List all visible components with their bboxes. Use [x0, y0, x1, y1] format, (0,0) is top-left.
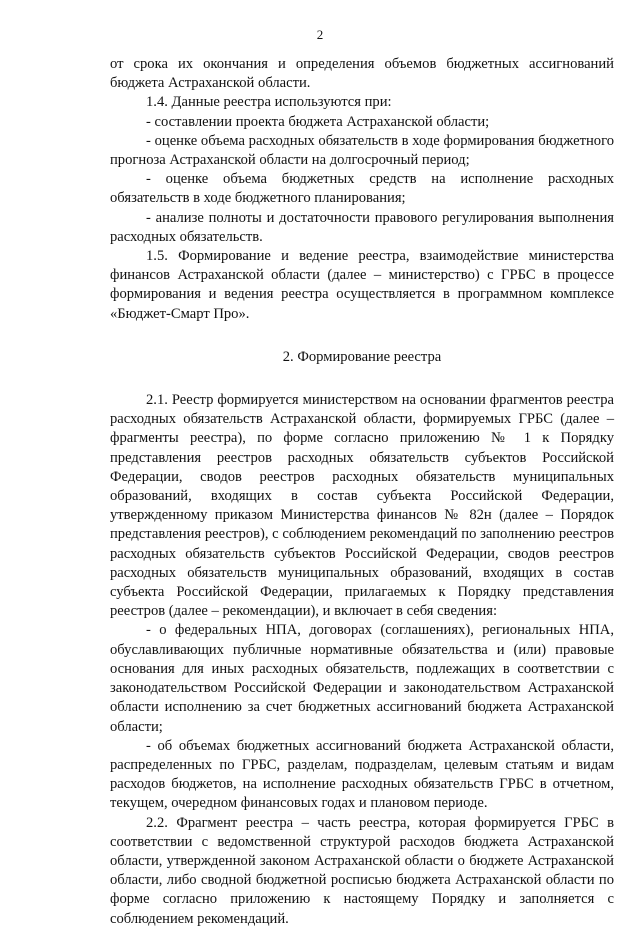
paragraph-2-1: 2.1. Реестр формируется министерством на основании фрагментов реестра расходных обязательств Астраханской области, формируемых ГРБС (далее – фрагменты реестра), по форме согласно приложению № 1 к Порядку представления реестров расходных обязательств субъектов Российской Федерации, сводов реестров расходных обязательств муниципальных образований, входящих в состав субъекта Российской Федерации, утвержденному приказом Министерства финансов № 82н (далее – Порядок представления реестров), с соблюдением рекомендаций по заполнению реестров расходных обязательств субъектов Российской Федерации, сводов реестров расходных обязательств муниципальных образований, входящих в состав субъекта Российской Федерации, прилагаемых к Порядку представления реестров (далее – рекомендации), и включает в себя сведения: — [110, 392, 614, 620]
list-item-budget-allocations: - об объемах бюджетных ассигнований бюджета Астраханской области, распределенных по ГРБС, разделам, подразделам, целевым статьям и видам расходов бюджетов, на исполнение расходных обязательств ГРБС в отчетном, текущем, очередном финансовых годах и плановом периоде. — [110, 737, 614, 812]
page-number: 2 — [316, 27, 324, 42]
paragraph-2-2: 2.2. Фрагмент реестра – часть реестра, которая формируется ГРБС в соответствии с ведомственной структурой расходов бюджета Астраханской области, утвержденной законом Астраханской области о бюджете Астраханской области, либо сводной бюджетной росписью бюджета Астраханской области по форме согласно приложению к настоящему Порядку и заполняется с соблюдением рекомендаций. — [110, 814, 614, 927]
list-item-federal-npa: - о федеральных НПА, договорах (соглашениях), региональных НПА, обуславливающих публичные нормативные обязательства и (или) правовые основания для иных расходных обязательств, подлежащих в соответствии с законодательством Российской Федерации и законодательством Астраханской области исполнению за счет бюджетных ассигнований бюджета Астраханской области; — [110, 622, 614, 735]
paragraph-1-4: 1.4. Данные реестра используются при: — [146, 94, 392, 111]
list-item-budget-planning: - оценке объема бюджетных средств на исполнение расходных обязательств в ходе бюджетного планирования; — [110, 171, 614, 207]
paragraph-1-5: 1.5. Формирование и ведение реестра, взаимодействие министерства финансов Астраханской области (далее – министерство) с ГРБС в процессе формирования и ведения реестра осуществляется в программном комплексе «Бюджет-Смарт Про». — [110, 248, 614, 322]
paragraph-continuation: от срока их окончания и определения объемов бюджетных ассигнований бюджета Астраханской области. — [110, 56, 614, 92]
list-item-legal-analysis: - анализе полноты и достаточности правового регулирования выполнения расходных обязательств. — [110, 209, 614, 245]
list-item-obligations-forecast: - оценке объема расходных обязательств в ходе формирования бюджетного прогноза Астраханской области на долгосрочный период; — [110, 132, 614, 169]
document-body — [110, 55, 614, 929]
list-item-budget-project: - составлении проекта бюджета Астраханской области; — [146, 113, 490, 130]
section-heading: 2. Формирование реестра — [282, 348, 442, 365]
